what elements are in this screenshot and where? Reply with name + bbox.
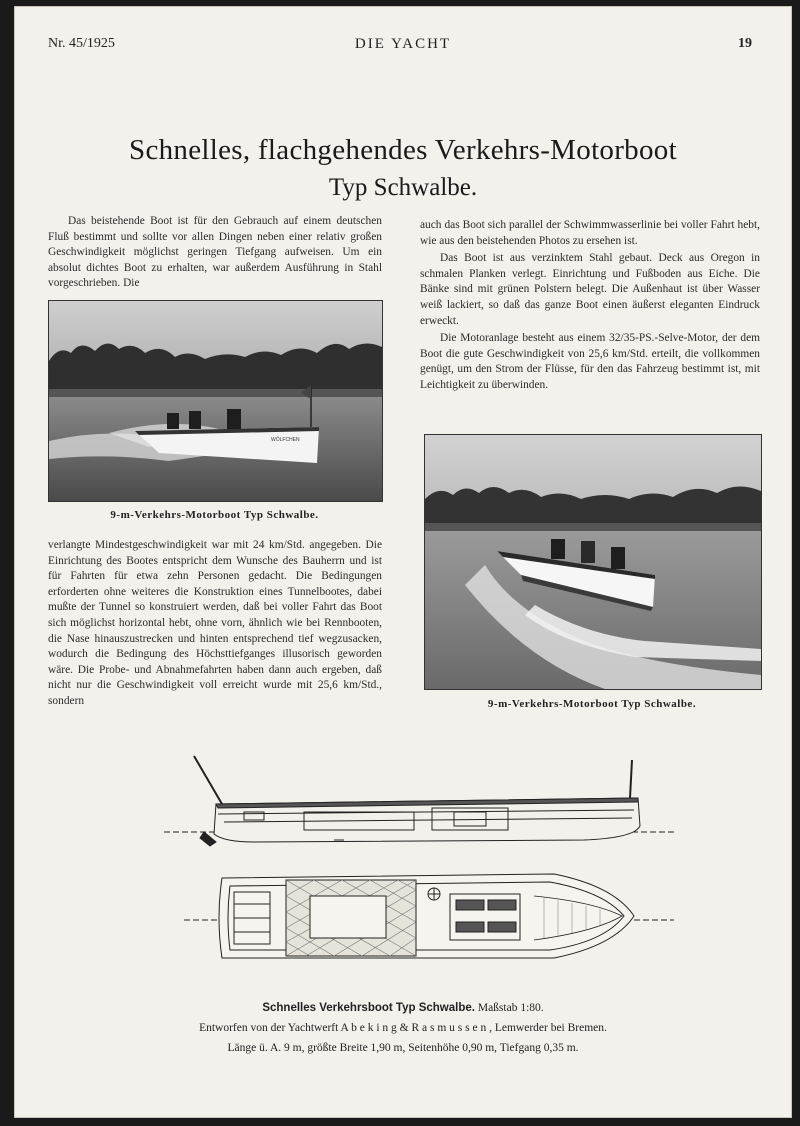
page-number: 19 [738,36,752,51]
paragraph-right-1: auch das Boot sich parallel der Schwimmwasserlinie bei voller Fahrt hebt, wie aus den beistehenden Photos zu ersehen ist. [420,219,760,247]
technical-drawing [164,746,684,976]
drawing-caption-designer: Entworfen von der Yachtwerft A b e k i n g & R a s m u s s e n , Lemwerder bei Bremen. [199,1022,607,1034]
paragraph-continuation: verlangte Mindestgeschwindigkeit war mit 24 km/Std. angegeben. Die Einrichtung des Bootes entspricht dem Wunsche des Bauherrn und ist für Fahrten für etwa zehn Personen gedacht. Die Bedingungen erforderten ohne weiteres die Konstruktion eines Tunnelbootes, dabei mußte der Tunnel so konstruiert werden, daß bei voller Fahrt das Boot sich möglichst horizontal hebt, ohne vorn, ähnlich wie bei Rennbooten, die Nase hinauszustrecken und hinten entsprechend tief wegzusacken, wodurch die Bedingung des Höchsttiefganges illusorisch geworden wäre. Die Probe- und Abnahmefahrten haben dann auch ergeben, daß nicht nur die Geschwindigkeit voll erreicht wurde mit 25,6 km/Std., sondern [48,539,382,707]
issue-number: Nr. 45/1925 [48,36,115,51]
photo2-caption: 9-m-Verkehrs-Motorboot Typ Schwalbe. [487,698,697,710]
drawing-caption-title: Schnelles Verkehrsboot Typ Schwalbe. [262,1002,475,1014]
journal-page [14,6,792,1118]
journal-title: DIE YACHT [354,36,452,52]
drawing-caption-scale: Maßstab 1:80. [477,1002,544,1014]
drawing-caption-title-line [14,1002,792,1014]
left-column-top [48,214,382,292]
side-elevation [164,756,674,846]
top-plan [184,874,674,958]
paragraph-right-2: Das Boot ist aus verzinktem Stahl gebaut. Deck aus Oregon in schmalen Planken verlegt. Einrichtung und Fußboden aus Eiche. Die Bänke sind mit grünen Polstern belegt. Die Außenhaut ist über Wasser weiß lackiert, so daß das ganze Boot einen äußerst eleganten Eindruck erweckt. [420,252,760,327]
drawing-caption-dimensions: Länge ü. A. 9 m, größte Breite 1,90 m, Seitenhöhe 0,90 m, Tiefgang 0,35 m. [227,1042,579,1054]
left-column-bottom [48,538,382,710]
article-subtitle: Typ Schwalbe. [328,174,478,201]
boat-plan-drawing [164,746,684,976]
boat-name-label: WÖLFCHEN [271,437,300,443]
photo-boat-1 [48,300,383,502]
photo1-caption: 9-m-Verkehrs-Motorboot Typ Schwalbe. [110,509,319,521]
photo-boat-2 [424,434,762,690]
paragraph-intro: Das beistehende Boot ist für den Gebrauch auf einem deutschen Fluß bestimmt und sollte vor allen Dingen neben einer relativ großen Geschwindigkeit möglichst geringen Tiefgang aufweisen. Um ein absolut dichtes Boot zu erhalten, war außerdem Ausführung in Stahl vorgeschrieben. Die [48,215,382,290]
paragraph-right-3: Die Motoranlage besteht aus einem 32/35-PS.-Selve-Motor, der dem Boot die gute Geschwindigkeit von 25,6 km/Std. erteilt, die vollkommen genügt, um den Strom der Flüsse, für den das Fahrzeug bestimmt ist, mit Leichtigkeit zu überwinden. [420,332,760,391]
right-column [420,218,760,394]
article-title: Schnelles, flachgehendes Verkehrs-Motorboot [129,134,677,166]
